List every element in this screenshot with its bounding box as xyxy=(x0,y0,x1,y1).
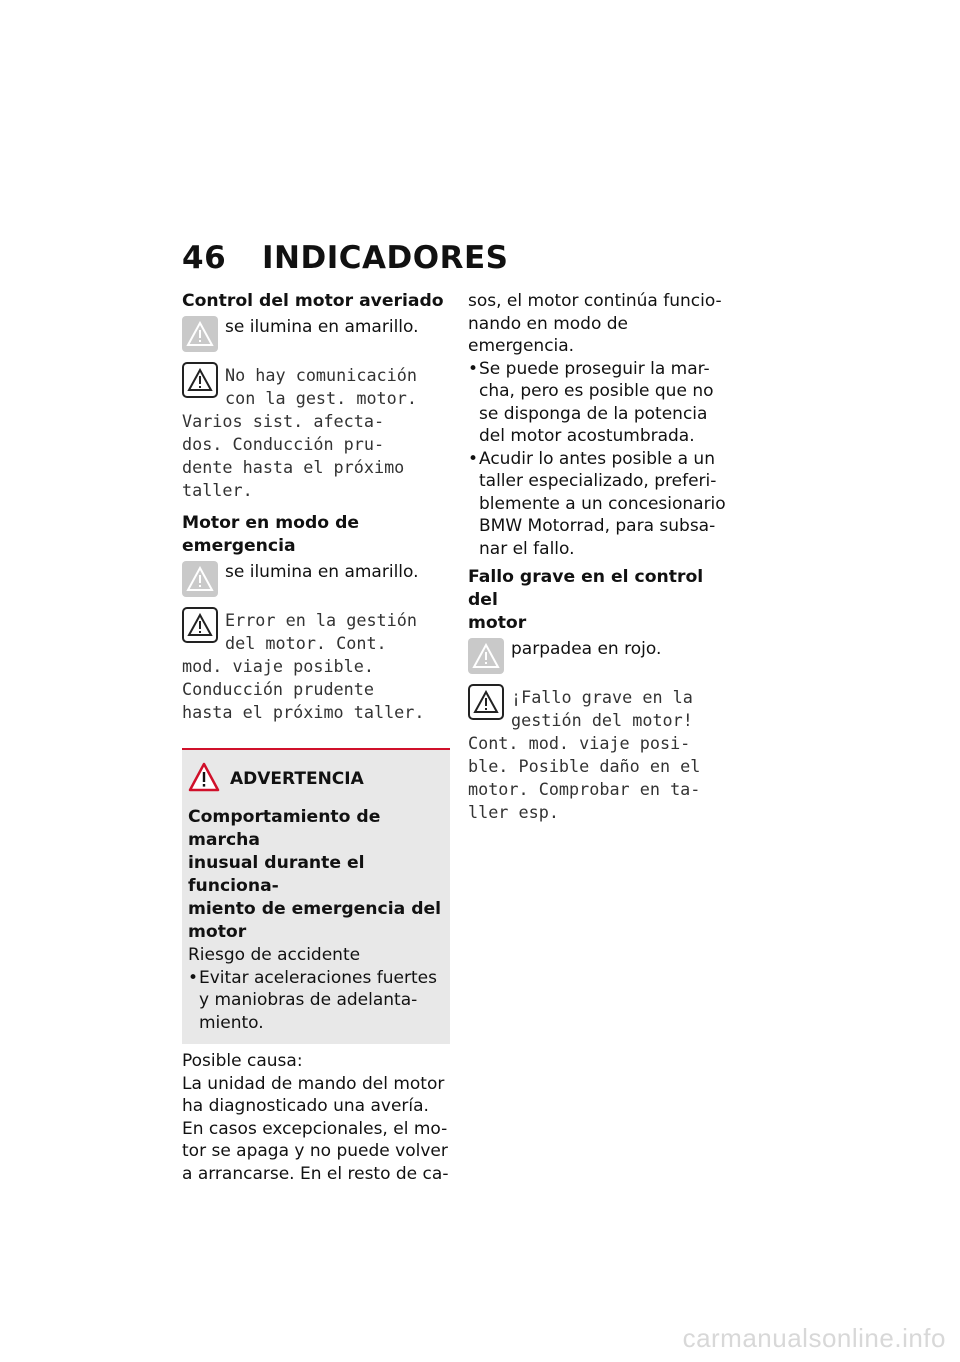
warning-bullet: • Evitar aceleraciones fuertes y maniobras de adelanta- miento. xyxy=(188,967,437,1033)
message-line: ¡Fallo grave en la xyxy=(511,687,693,707)
message-line: motor. Comprobar en ta- xyxy=(468,779,701,799)
left-column xyxy=(182,290,450,1185)
continued-paragraph: sos, el motor continúa funcio- nando en modo de emergencia. xyxy=(468,291,722,356)
indicator-text: se ilumina en amarillo. xyxy=(225,562,419,582)
message-line: dos. Conducción pru- xyxy=(182,434,385,454)
section-title-engine-control: Control del motor averiado xyxy=(182,291,444,311)
warning-heading: Comportamiento de marcha inusual durante el funciona- miento de emergencia del motor xyxy=(188,807,442,942)
message-line: con la gest. motor. xyxy=(225,388,417,408)
bullet-item: • Acudir lo antes posible a un taller especializado, preferi- blemente a un concesionario BMW Motorrad, para subsa- nar el fallo. xyxy=(468,448,726,559)
message-line: Conducción prudente xyxy=(182,679,374,699)
message-line: dente hasta el próximo xyxy=(182,457,405,477)
message-line: mod. viaje posible. xyxy=(182,656,374,676)
cause-paragraph: Posible causa: La unidad de mando del motor ha diagnosticado una avería. En casos excepcionales, el mo- tor se apaga y no puede volver a arrancarse. En el resto de ca- xyxy=(182,1051,449,1184)
message-line: taller. xyxy=(182,480,253,500)
message-line: Varios sist. afecta- xyxy=(182,411,385,431)
right-column xyxy=(468,290,738,834)
warning-triangle-icon xyxy=(188,762,220,796)
message-line: del motor. Cont. xyxy=(225,633,387,653)
page-number: 46 xyxy=(182,240,227,276)
indicator-row xyxy=(182,561,450,597)
bullet-item: • Se puede proseguir la mar- cha, pero es posible que no se disponga de la potencia del motor acostumbrada. xyxy=(468,358,714,446)
message-line: ller esp. xyxy=(468,802,559,822)
message-line: No hay comunicación xyxy=(225,365,417,385)
warning-box xyxy=(182,748,450,1044)
indicator-text: parpadea en rojo. xyxy=(511,639,662,659)
message-line: Cont. mod. viaje posi- xyxy=(468,733,691,753)
warning-label: ADVERTENCIA xyxy=(230,769,364,789)
display-message xyxy=(182,607,450,724)
warning-triangle-icon xyxy=(468,684,504,720)
indicator-text: se ilumina en amarillo. xyxy=(225,317,419,337)
message-line: gestión del motor! xyxy=(511,710,693,730)
indicator-row xyxy=(182,316,450,352)
warning-triangle-icon xyxy=(182,607,218,643)
display-message xyxy=(468,684,738,824)
section-title-severe-fault: Fallo grave en el control del motor xyxy=(468,567,704,633)
message-line: hasta el próximo taller. xyxy=(182,702,425,722)
page-title: INDICADORES xyxy=(262,240,509,276)
warning-triangle-icon xyxy=(468,638,504,674)
warning-triangle-icon xyxy=(182,561,218,597)
warning-triangle-icon xyxy=(182,362,218,398)
display-message xyxy=(182,362,450,502)
indicator-row xyxy=(468,638,738,674)
warning-risk: Riesgo de accidente xyxy=(188,945,361,965)
section-title-emergency-mode: Motor en modo de emergencia xyxy=(182,513,360,556)
watermark: carmanualsonline.info xyxy=(682,1323,946,1353)
warning-triangle-icon xyxy=(182,316,218,352)
message-line: ble. Posible daño en el xyxy=(468,756,701,776)
page-header xyxy=(182,240,508,276)
message-line: Error en la gestión xyxy=(225,610,417,630)
